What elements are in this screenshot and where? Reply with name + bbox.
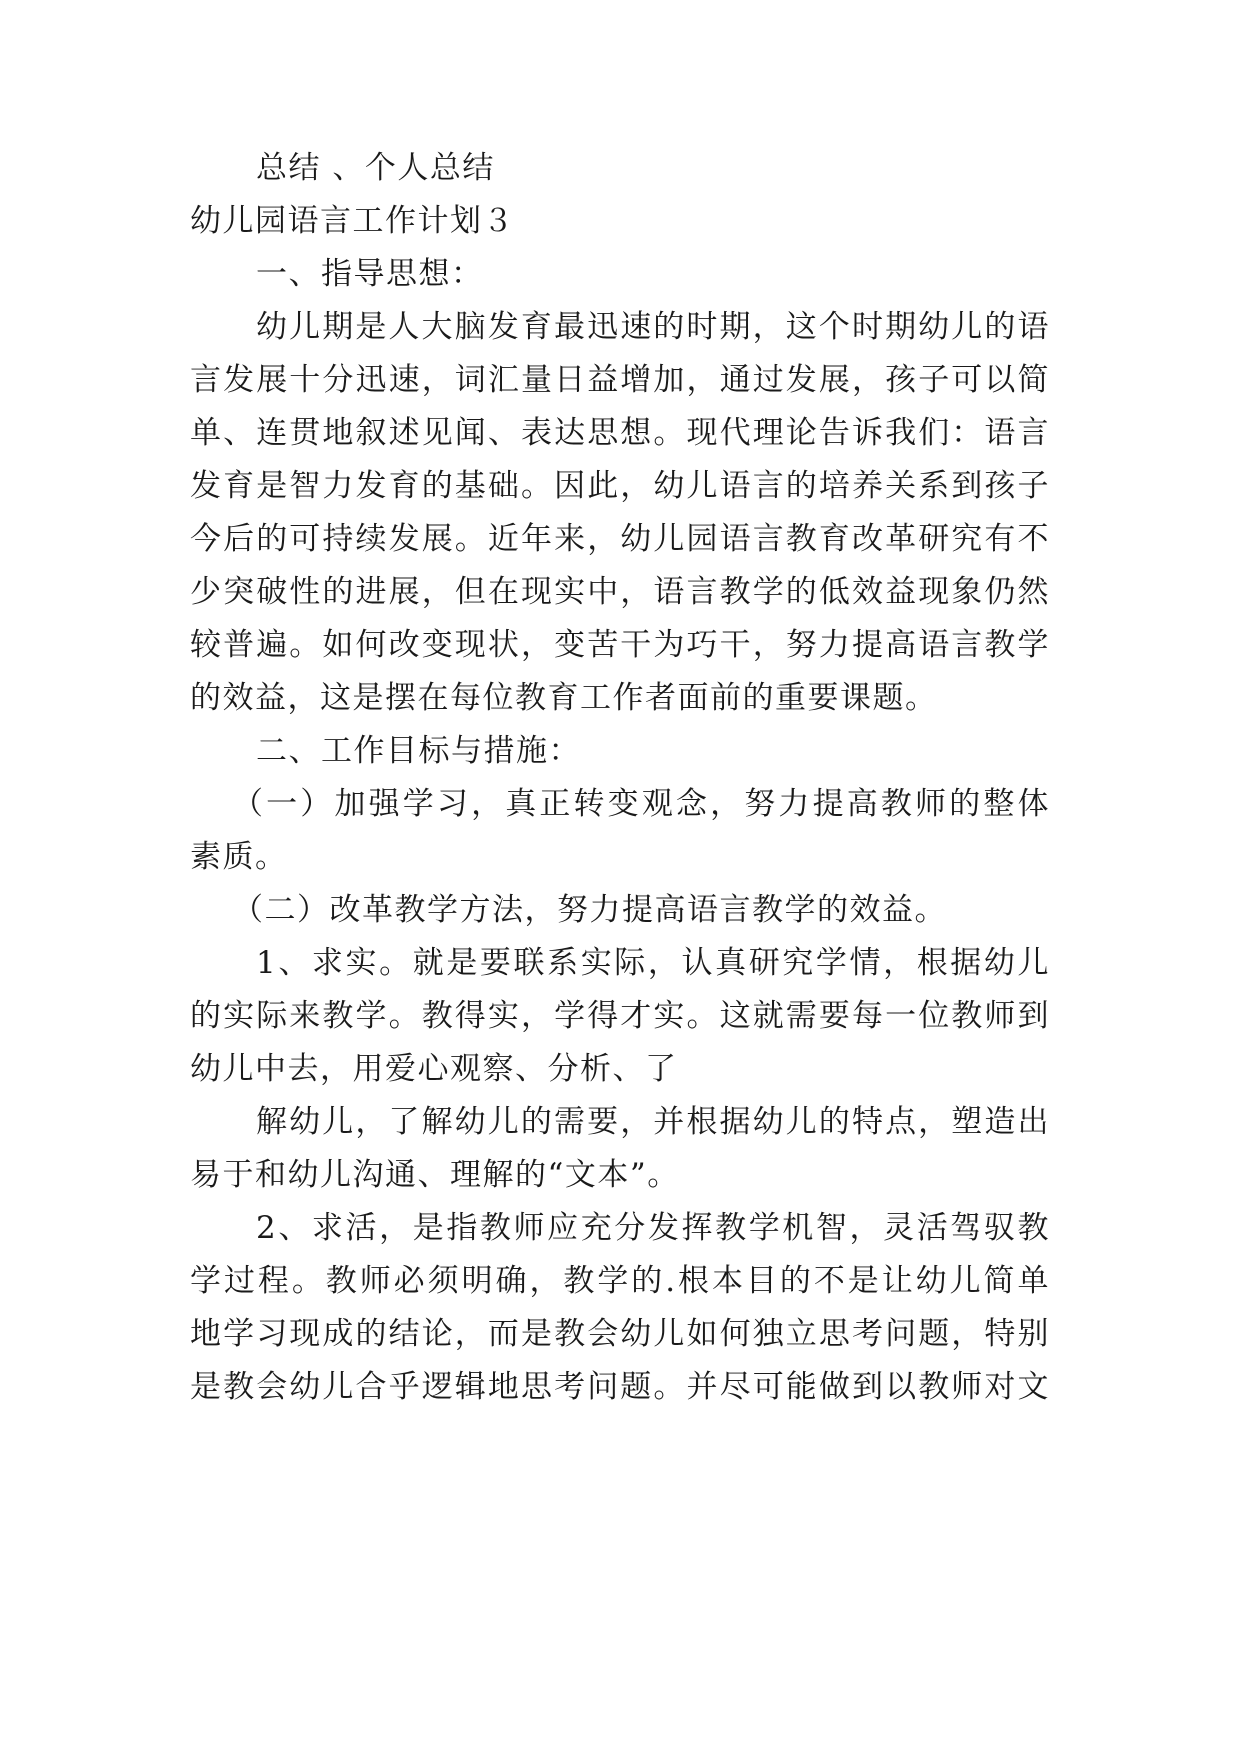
paragraph-line: 地学习现成的结论，而是教会幼儿如何独立思考问题，特别 (190, 1316, 1050, 1352)
paragraph-line: 的效益，这是摆在每位教育工作者面前的重要课题。 (190, 680, 938, 716)
paragraph-line: 幼儿中去，用爱心观察、分析、了 (190, 1051, 678, 1087)
paragraph-line: 单、连贯地叙述见闻、表达思想。现代理论告诉我们：语言 (190, 415, 1050, 451)
paragraph-line: 解幼儿，了解幼儿的需要，并根据幼儿的特点，塑造出 (256, 1104, 1050, 1140)
section-heading-goals: 二、工作目标与措施： (256, 733, 581, 769)
subsection-heading-2: （二）改革教学方法，努力提高语言教学的效益。 (232, 892, 947, 928)
paragraph-line: 学过程。教师必须明确，教学的.根本目的不是让幼儿简单 (190, 1263, 1050, 1299)
paragraph-line: 是教会幼儿合乎逻辑地思考问题。并尽可能做到以教师对文 (190, 1369, 1050, 1405)
paragraph-line: 言发展十分迅速，词汇量日益增加，通过发展，孩子可以简 (190, 362, 1050, 398)
paragraph-line: 的实际来教学。教得实，学得才实。这就需要每一位教师到 (190, 998, 1050, 1034)
section-heading-guiding-thought: 一、指导思想： (256, 256, 484, 292)
document-title: 幼儿园语言工作计划３ (190, 203, 515, 239)
paragraph-line: 1、求实。就是要联系实际，认真研究学情，根据幼儿 (256, 945, 1050, 981)
paragraph-line: 素质。 (190, 839, 288, 875)
heading-summary: 总结 、个人总结 (256, 150, 495, 186)
paragraph-line: 发育是智力发育的基础。因此，幼儿语言的培养关系到孩子 (190, 468, 1050, 504)
paragraph-line: 幼儿期是人大脑发育最迅速的时期，这个时期幼儿的语 (256, 309, 1050, 345)
subsection-heading-1: （一）加强学习，真正转变观念，努力提高教师的整体 (232, 786, 1050, 822)
paragraph-line: 较普遍。如何改变现状，变苦干为巧干，努力提高语言教学 (190, 627, 1050, 663)
paragraph-line: 2、求活，是指教师应充分发挥教学机智，灵活驾驭教 (256, 1210, 1050, 1246)
paragraph-line: 少突破性的进展，但在现实中，语言教学的低效益现象仍然 (190, 574, 1050, 610)
paragraph-line: 今后的可持续发展。近年来，幼儿园语言教育改革研究有不 (190, 521, 1050, 557)
paragraph-line: 易于和幼儿沟通、理解的“文本”。 (190, 1157, 680, 1193)
